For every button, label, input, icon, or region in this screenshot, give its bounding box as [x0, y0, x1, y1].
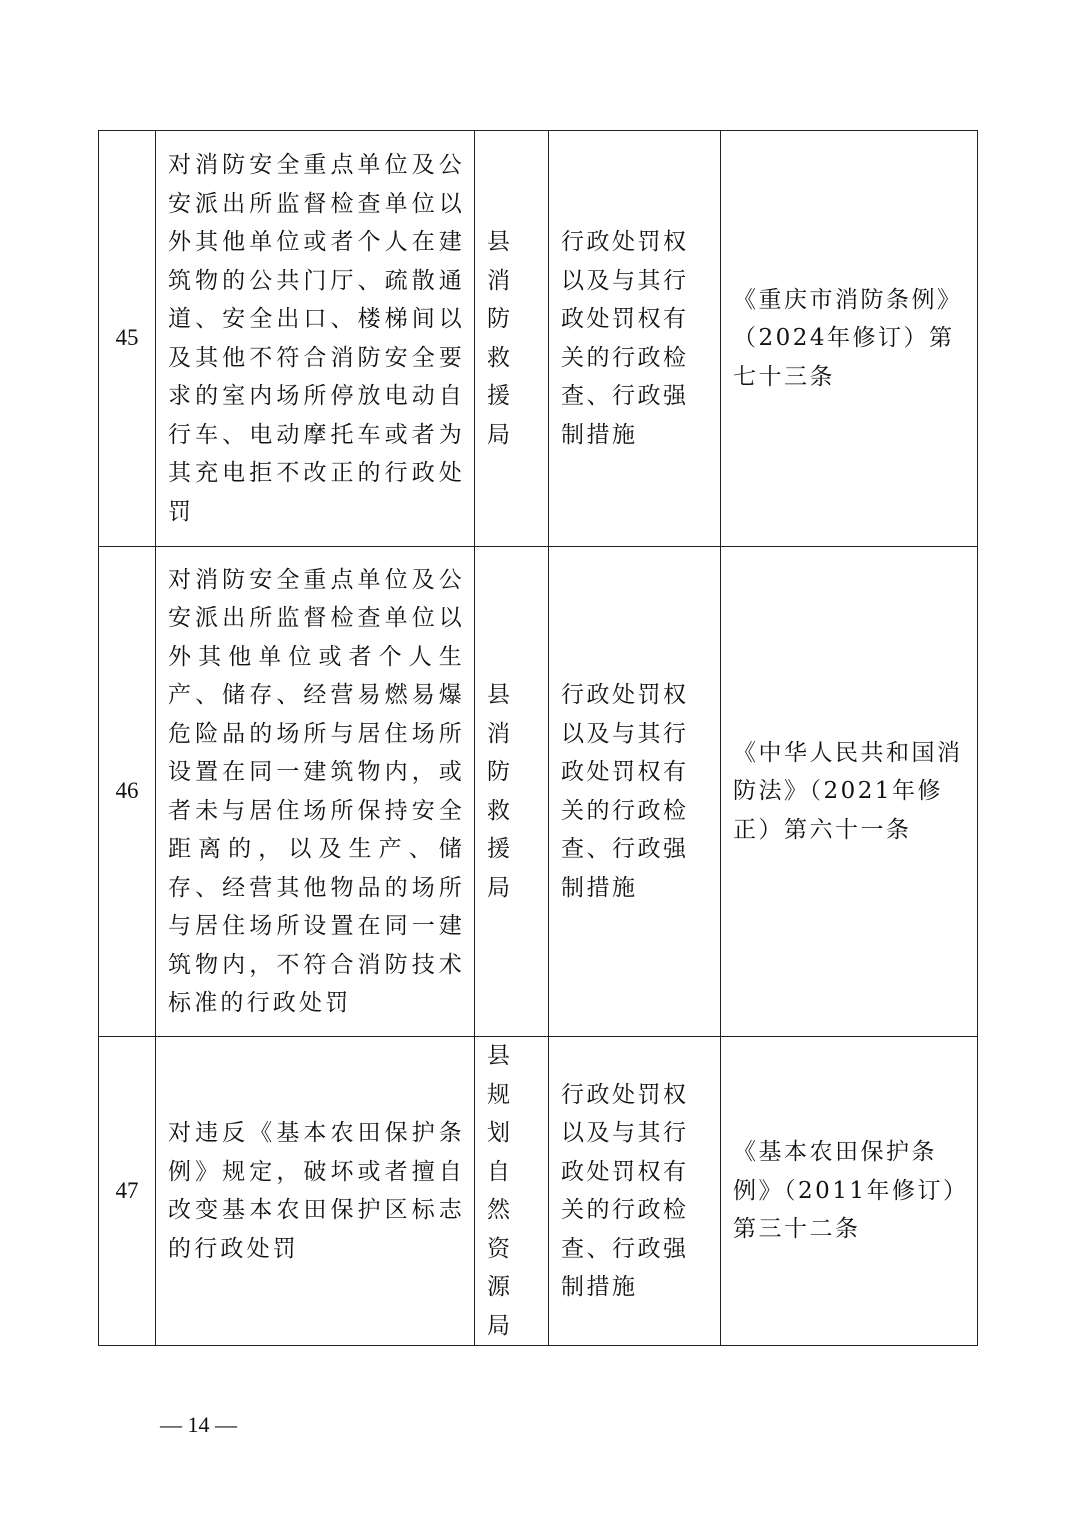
table-row [99, 547, 978, 1037]
item-name: 对消防安全重点单位及公安派出所监督检查单位以外其他单位或者个人在建筑物的公共门厅、疏散通道、安全出口、楼梯间以及其他不符合消防安全要求的室内场所停放电动自行车、电动摩托车或者为其充电拒不改正的行政处罚 [156, 131, 475, 547]
row-number: 46 [99, 547, 156, 1037]
department: 县消防救援局 [475, 131, 549, 547]
legal-basis: 《中华人民共和国消防法》（2021年修正）第六十一条 [721, 547, 978, 1037]
item-name: 对违反《基本农田保护条例》规定，破坏或者擅自改变基本农田保护区标志的行政处罚 [156, 1037, 475, 1346]
row-number: 45 [99, 131, 156, 547]
power-type: 行政处罚权以及与其行政处罚权有关的行政检查、行政强制措施 [549, 547, 721, 1037]
department: 县规划自然资源局 [475, 1037, 549, 1346]
row-number: 47 [99, 1037, 156, 1346]
legal-basis: 《重庆市消防条例》（2024年修订）第七十三条 [721, 131, 978, 547]
page-number: — 14 — [160, 1412, 237, 1437]
legal-basis: 《基本农田保护条例》（2011年修订）第三十二条 [721, 1037, 978, 1346]
table-row [99, 1037, 978, 1346]
item-name: 对消防安全重点单位及公安派出所监督检查单位以外其他单位或者个人生产、储存、经营易燃易爆危险品的场所与居住场所设置在同一建筑物内，或者未与居住场所保持安全距离的，以及生产、储存、经营其他物品的场所与居住场所设置在同一建筑物内，不符合消防技术标准的行政处罚 [156, 547, 475, 1037]
power-type: 行政处罚权以及与其行政处罚权有关的行政检查、行政强制措施 [549, 1037, 721, 1346]
power-type: 行政处罚权以及与其行政处罚权有关的行政检查、行政强制措施 [549, 131, 721, 547]
enforcement-items-table [98, 130, 978, 1346]
department: 县消防救援局 [475, 547, 549, 1037]
table-row [99, 131, 978, 547]
